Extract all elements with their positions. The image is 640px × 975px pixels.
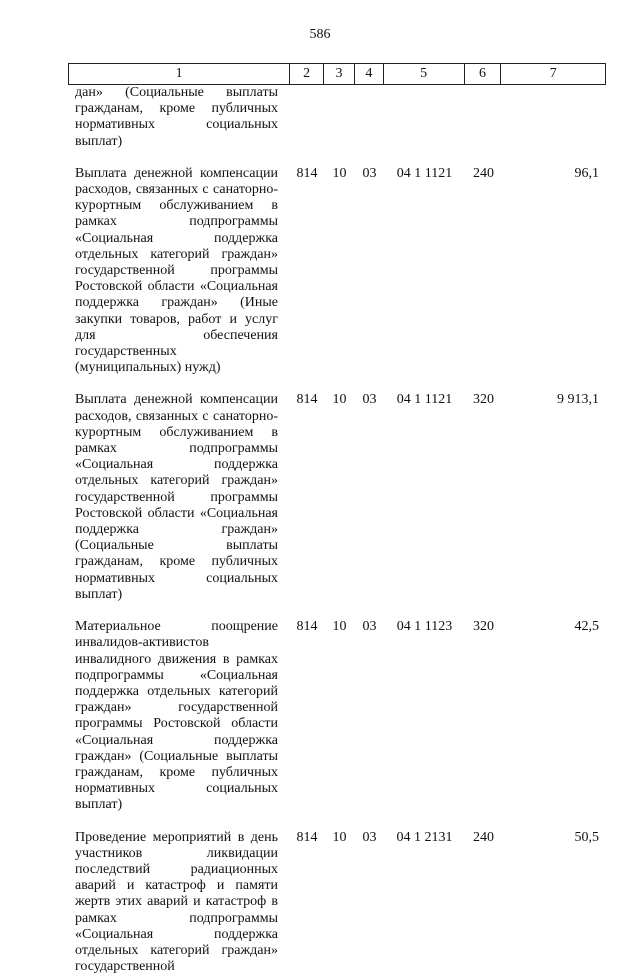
cell-amount: 42,5 xyxy=(574,619,599,635)
table-header xyxy=(68,63,606,85)
column-header-7: 7 xyxy=(549,66,557,81)
continuation-row xyxy=(68,85,606,150)
page-number: 586 xyxy=(309,27,331,42)
cell-subsection: 03 xyxy=(362,392,377,408)
cell-expense-type: 320 xyxy=(473,619,494,635)
cell-ministry-code: 814 xyxy=(296,165,318,181)
column-header-5: 5 xyxy=(384,64,465,84)
cell-ministry-code: 814 xyxy=(296,619,318,635)
cell-ministry-code: 814 xyxy=(296,392,318,408)
cell-section: 10 xyxy=(332,165,347,181)
row-description: Выплата денежной компенсации расходов, связанных с санаторно-курортным обслуживанием в рамках подпрограммы «Социальная поддержка отдельных категорий граждан» государственной программы Ростовской области «Социальная поддержка граждан» (Иные закупки товаров, работ и услуг для обеспечения государственных (муниципальных) нужд) xyxy=(75,165,278,376)
column-header-4: 4 xyxy=(355,64,384,84)
cell-expense-type: 240 xyxy=(473,165,494,181)
row-description: дан» (Социальные выплаты гражданам, кроме публичных нормативных социальных выплат) xyxy=(75,85,278,149)
cell-section: 10 xyxy=(332,619,347,635)
cell-subsection: 03 xyxy=(362,619,377,635)
table-row xyxy=(68,166,606,377)
table-row xyxy=(68,392,606,603)
row-description: Выплата денежной компенсации расходов, связанных с санаторно-курортным обслуживанием в рамках подпрограммы «Социальная поддержка отдельных категорий граждан» государственной программы Ростовской области «Социальная поддержка граждан» (Социальные выплаты гражданам, кроме публичных нормативных социальных выплат) xyxy=(75,392,278,602)
row-description: Материальное поощрение инвалидов-активистов инвалидного движения в рамках подпрограммы «Социальная поддержка отдельных категорий граждан» государственной программы Ростовской области «Социальная поддержка граждан» (Социальные выплаты гражданам, кроме публичных нормативных социальных выплат) xyxy=(75,619,278,813)
cell-ministry-code: 814 xyxy=(296,829,318,845)
column-header-3: 3 xyxy=(324,64,355,84)
cell-target-article: 04 1 1121 xyxy=(396,392,453,408)
cell-amount: 96,1 xyxy=(574,165,599,181)
cell-subsection: 03 xyxy=(362,165,377,181)
cell-target-article: 04 1 2131 xyxy=(396,829,453,845)
table-row xyxy=(68,830,606,975)
cell-target-article: 04 1 1121 xyxy=(396,165,453,181)
cell-target-article: 04 1 1123 xyxy=(396,619,453,635)
cell-section: 10 xyxy=(332,392,347,408)
cell-subsection: 03 xyxy=(362,829,377,845)
cell-amount: 50,5 xyxy=(574,829,599,845)
cell-expense-type: 320 xyxy=(473,392,494,408)
table-row xyxy=(68,619,606,813)
table-body xyxy=(68,85,606,975)
column-header-1: 1 xyxy=(69,64,290,84)
column-header-2: 2 xyxy=(290,64,324,84)
cell-expense-type: 240 xyxy=(473,829,494,845)
column-header-6: 6 xyxy=(465,64,502,84)
row-description: Проведение мероприятий в день участников ликвидации последствий радиационных аварий и катастроф и памяти жертв этих аварий и катастроф в рамках подпрограммы «Социальная поддержка отдельных категорий граждан» государственной xyxy=(75,829,278,975)
cell-section: 10 xyxy=(332,829,347,845)
cell-amount: 9 913,1 xyxy=(557,392,599,408)
